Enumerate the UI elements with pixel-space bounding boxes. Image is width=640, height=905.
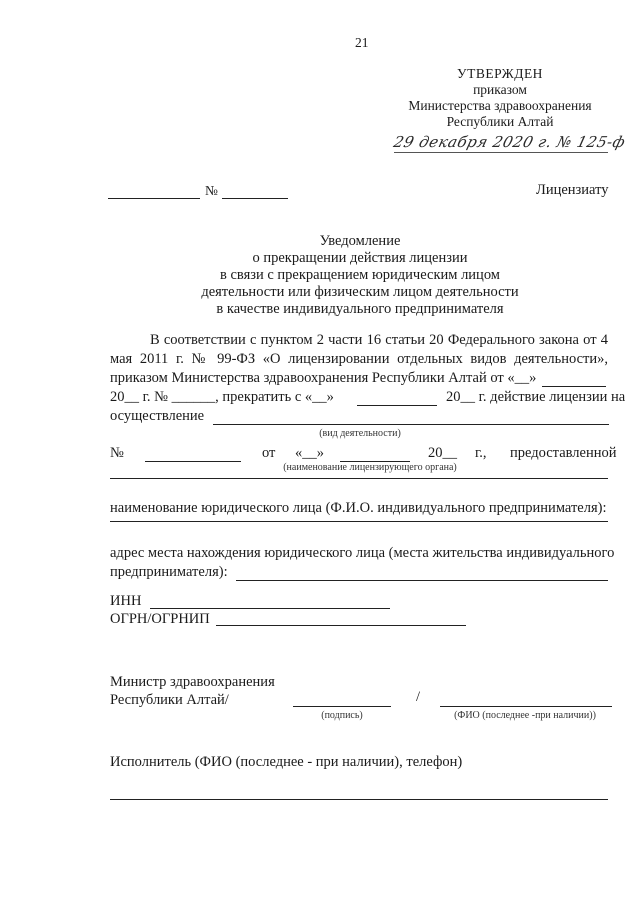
blank-date-line <box>108 198 200 199</box>
title-line-1: Уведомление <box>319 233 401 249</box>
executor-field[interactable] <box>110 799 608 800</box>
approval-order: приказом <box>473 82 527 97</box>
body-line-4b: 20__ г. действие лицензии на <box>446 389 626 405</box>
signature-field[interactable] <box>293 706 391 707</box>
handwritten-underline <box>394 152 608 153</box>
approval-ministry: Министерства здравоохранения <box>408 98 592 113</box>
title-line-3: в связи с прекращением юридическим лицом <box>220 267 500 283</box>
document-title <box>160 233 560 318</box>
entity-name-field[interactable] <box>110 521 608 522</box>
signatory-position-2: Республики Алтай/ <box>110 692 229 708</box>
body-line-5: осуществление <box>110 408 205 424</box>
body-line-1: В соответствии с пунктом 2 части 16 статьи 20 Федерального закона от 4 <box>150 332 608 348</box>
blank-number-line <box>222 198 288 199</box>
license-number-field[interactable] <box>145 461 241 462</box>
signatory-position-1: Министр здравоохранения <box>110 674 275 690</box>
body-line-4a: 20__ г. № ______, прекратить с «__» <box>110 389 334 405</box>
license-year: 20__ <box>428 445 457 461</box>
license-g: г., <box>475 445 487 461</box>
caption-signature: (подпись) <box>321 710 363 721</box>
number-sign: № <box>205 183 218 198</box>
license-provided: предоставленной <box>510 445 617 461</box>
entity-name-label: наименование юридического лица (Ф.И.О. индивидуального предпринимателя): <box>110 500 607 516</box>
caption-authority: (наименование лицензирующего органа) <box>283 462 457 473</box>
address-field[interactable] <box>236 580 608 581</box>
signatory-fio-field[interactable] <box>440 706 612 707</box>
approval-block <box>400 66 600 130</box>
license-number-sign: № <box>110 445 124 461</box>
authority-field[interactable] <box>110 478 608 479</box>
handwritten-date-number: 29 декабря 2020 г. № 125-ф <box>391 133 628 151</box>
signature-slash: / <box>416 689 421 705</box>
recipient-label: Лицензиату <box>536 182 609 198</box>
executor-label: Исполнитель (ФИО (последнее - при наличии), телефон) <box>110 754 463 770</box>
title-line-5: в качестве индивидуального предпринимателя <box>216 301 504 317</box>
body-line-3: приказом Министерства здравоохранения Республики Алтай от «__» <box>110 370 537 386</box>
caption-fio: (ФИО (последнее -при наличии)) <box>454 710 596 721</box>
page-number: 21 <box>355 35 369 50</box>
ogrn-label: ОГРН/ОГРНИП <box>110 611 210 627</box>
inn-field[interactable] <box>150 608 390 609</box>
approval-approved: УТВЕРЖДЕН <box>457 66 543 81</box>
approval-republic: Республики Алтай <box>446 114 554 129</box>
license-day: «__» <box>295 445 324 461</box>
blank-order-date-line <box>542 386 606 387</box>
title-line-2: о прекращении действия лицензии <box>252 250 468 266</box>
activity-field[interactable] <box>213 424 609 425</box>
inn-label: ИНН <box>110 593 142 609</box>
address-label-1: адрес места нахождения юридического лица (места жительства индивидуального <box>110 545 615 561</box>
address-label-2: предпринимателя): <box>110 564 228 580</box>
title-line-4: деятельности или физическим лицом деятельности <box>201 284 519 300</box>
blank-stop-month-line <box>357 405 437 406</box>
ogrn-field[interactable] <box>216 625 466 626</box>
license-from: от <box>262 445 276 461</box>
body-line-2: мая 2011 г. № 99-ФЗ «О лицензировании отдельных видов деятельности», <box>110 351 608 367</box>
caption-activity: (вид деятельности) <box>319 428 401 439</box>
